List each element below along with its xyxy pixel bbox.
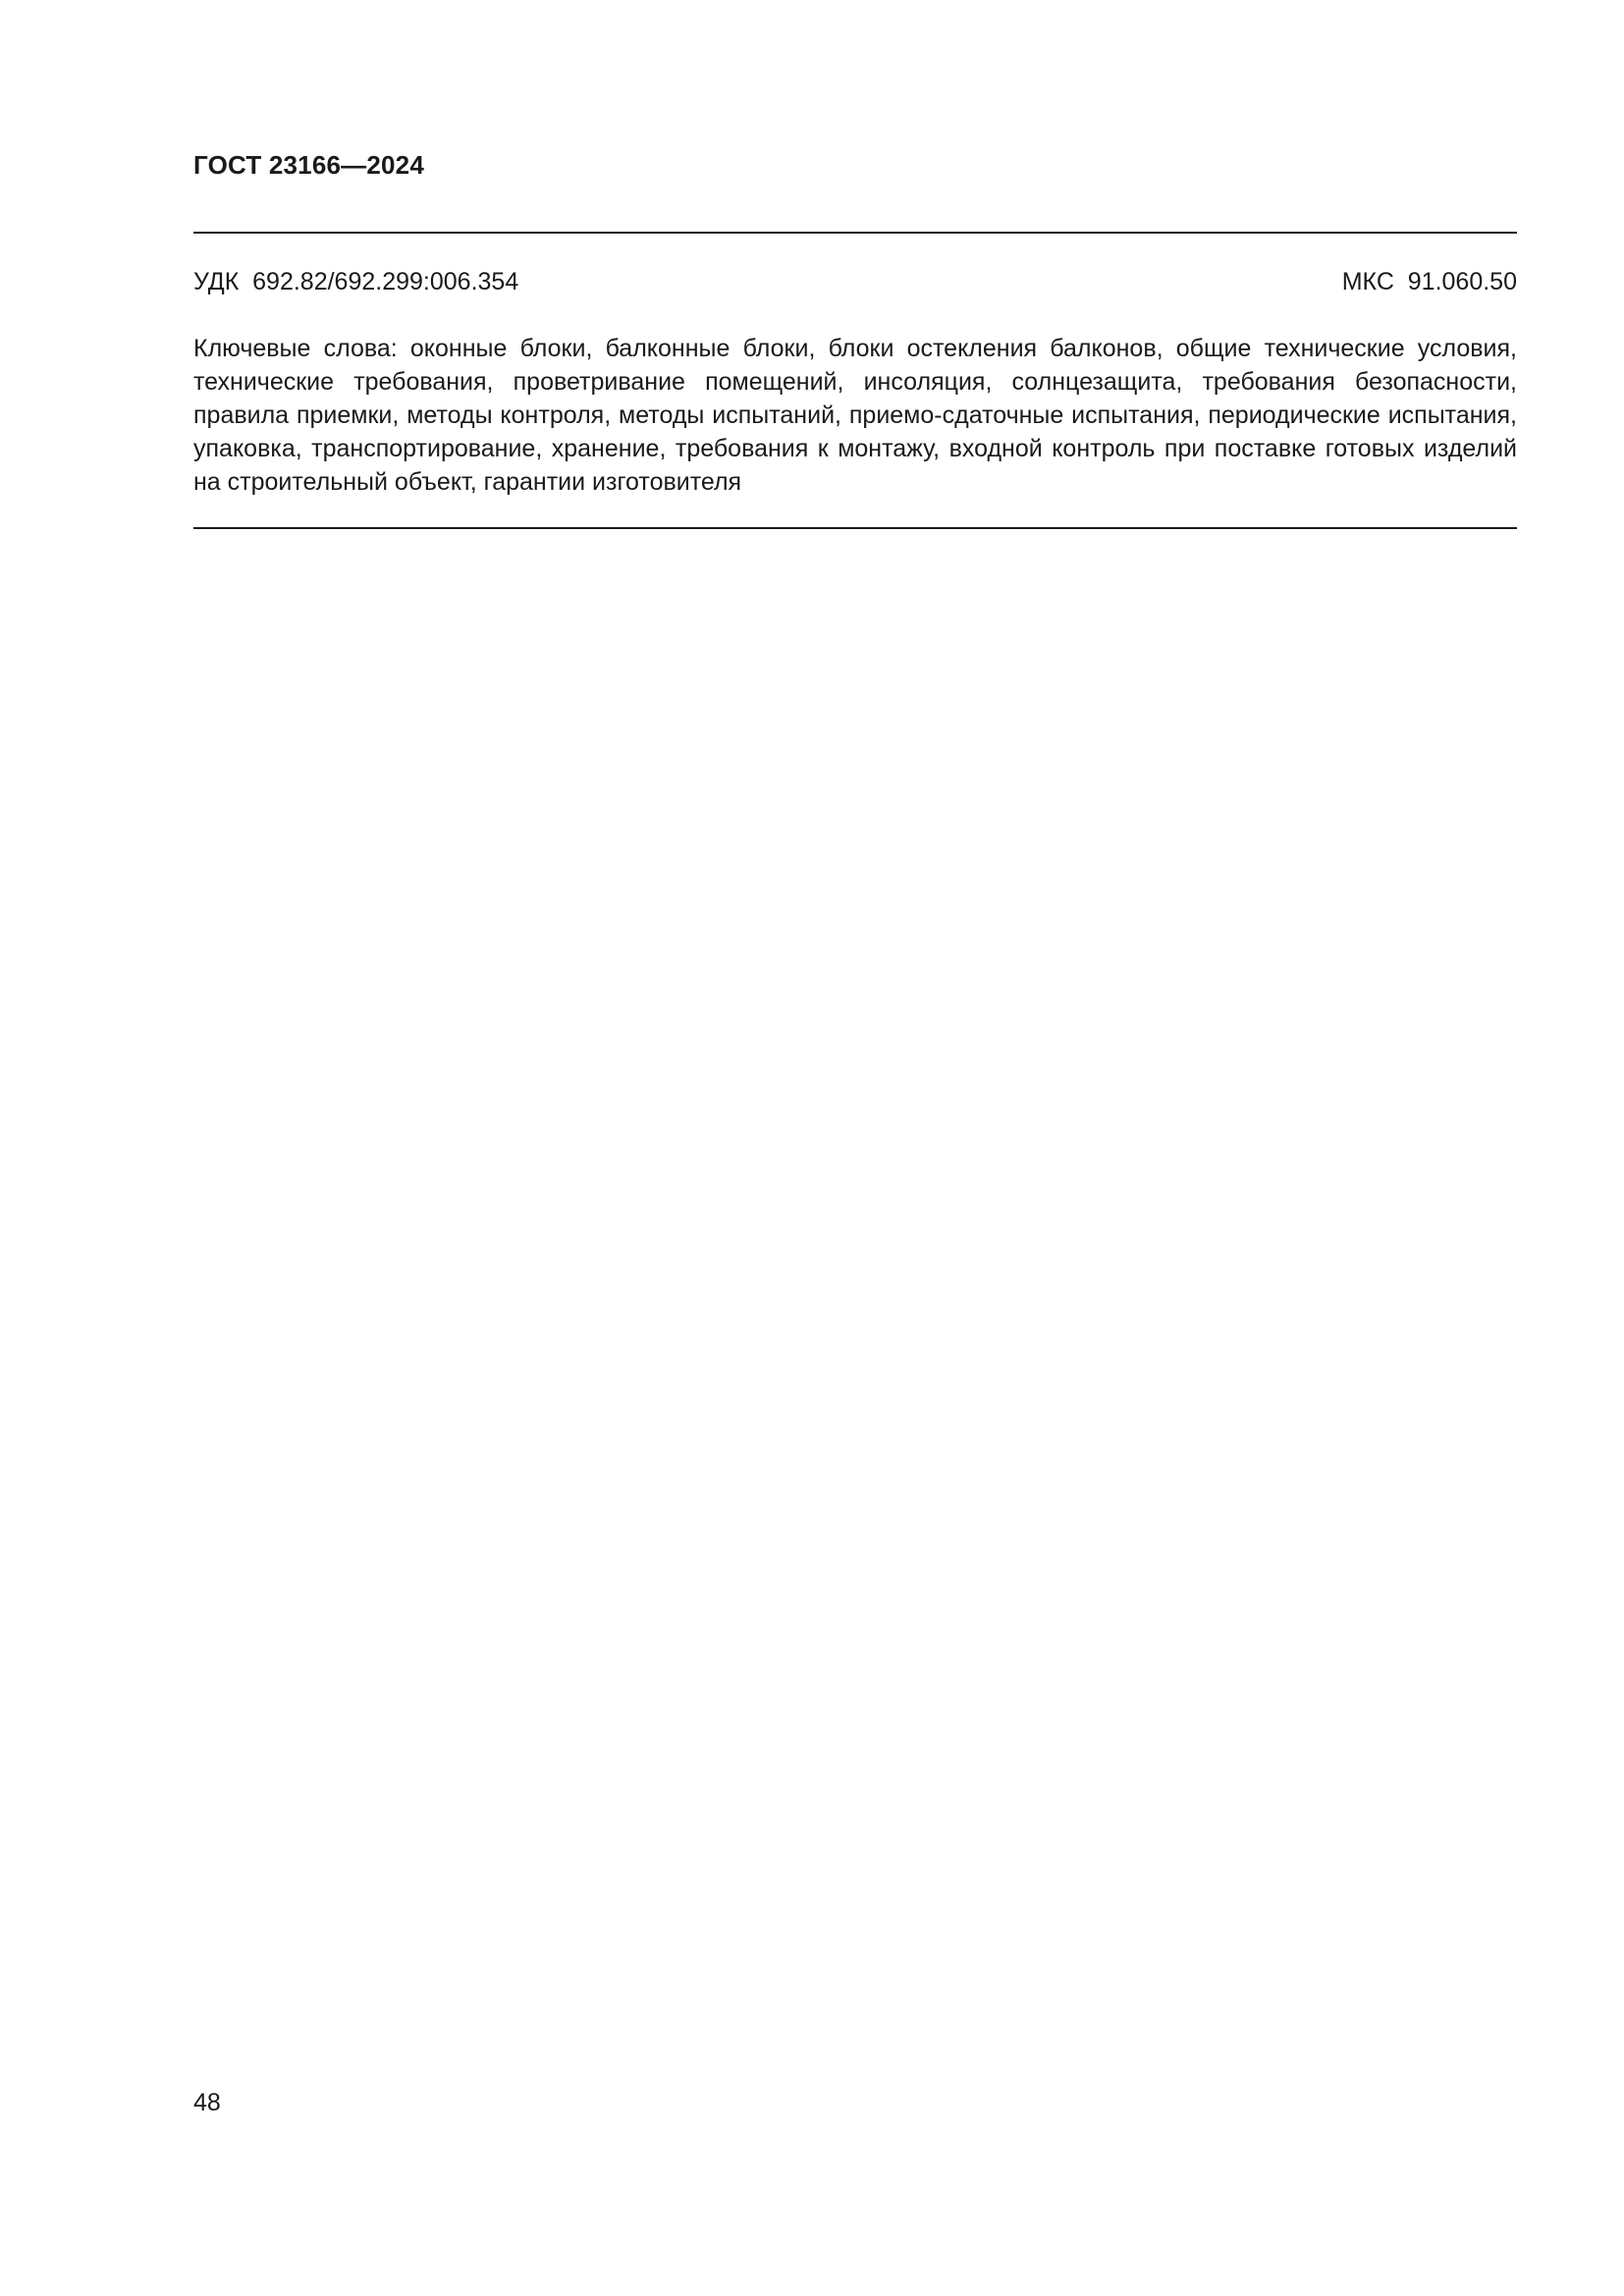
udk-code: УДК 692.82/692.299:006.354 [193, 268, 519, 295]
top-divider [193, 232, 1517, 234]
keywords-paragraph: Ключевые слова: оконные блоки, балконные блоки, блоки остекления балконов, общие технические условия, технические требования, проветривание помещений, инсоляция, солнцезащита, требования безопасности, правила приемки, методы контроля, методы испытаний, приемо-сдаточные испытания, периодические испытания, упаковка, транспортирование, хранение, требования к монтажу, входной контроль при поставке готовых изделий на строительный объект, гарантии изготовителя [193, 335, 1517, 496]
bottom-divider [193, 527, 1517, 529]
standard-title: ГОСТ 23166—2024 [193, 150, 424, 180]
mks-code: МКС 91.060.50 [1341, 268, 1517, 295]
classification-row [193, 268, 1517, 299]
page-number: 48 [193, 2089, 221, 2116]
